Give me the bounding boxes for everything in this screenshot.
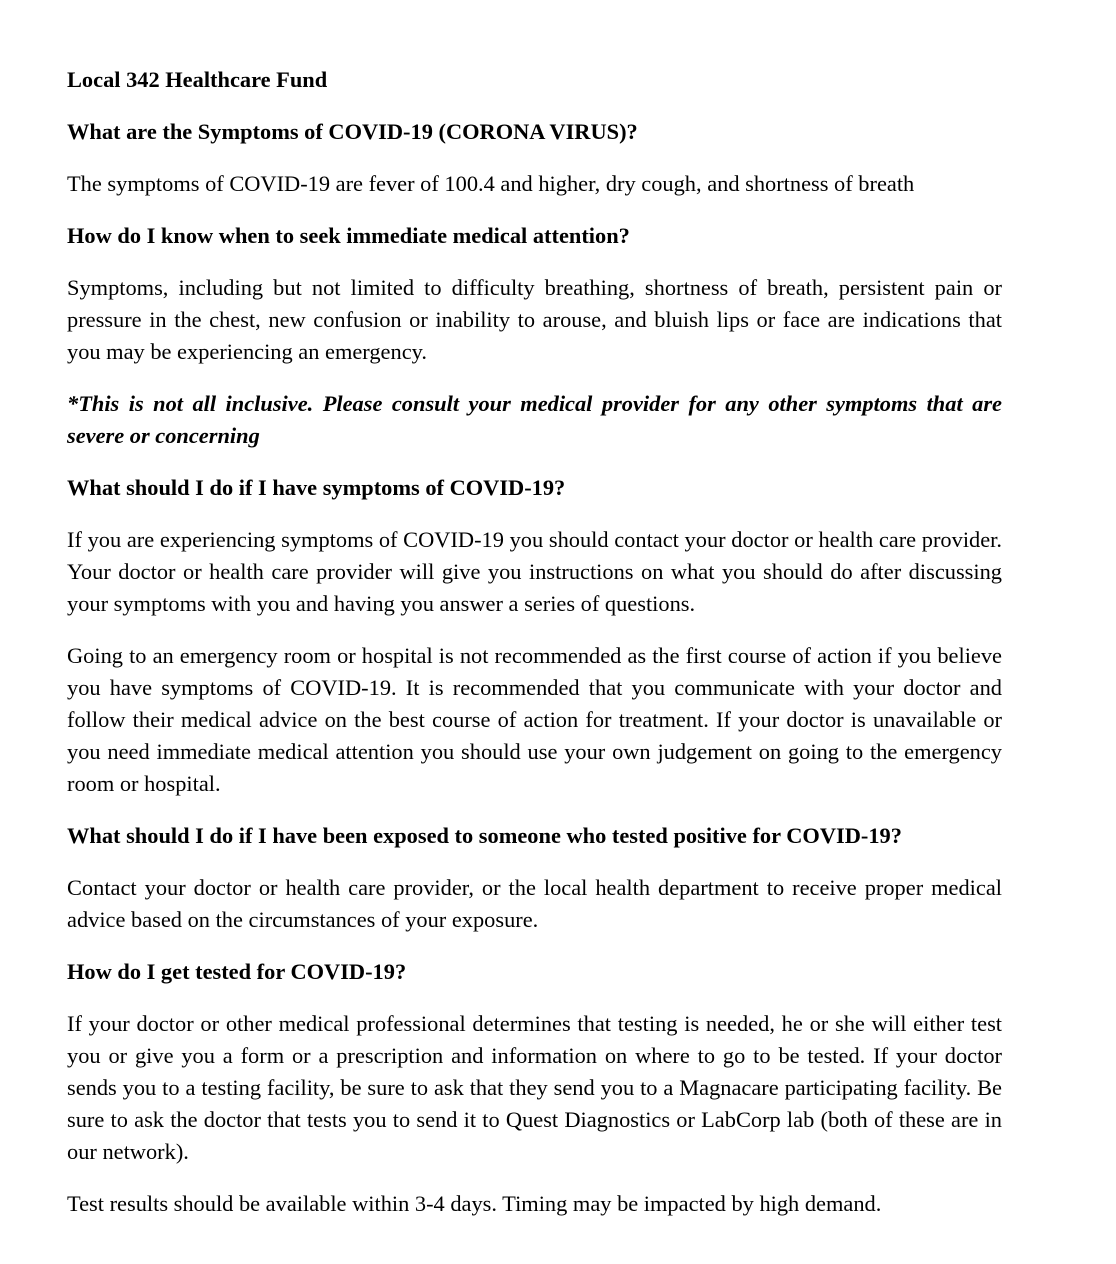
disclaimer-note: *This is not all inclusive. Please consult your medical provider for any other symptoms that are severe or concerning (67, 391, 1002, 448)
section-heading-symptoms: What are the Symptoms of COVID-19 (CORONA VIRUS)? (67, 119, 638, 144)
paragraph-contact-doctor: If you are experiencing symptoms of COVID-19 you should contact your doctor or health care provider. Your doctor or health care provider will give you instructions on what you should do after discussing your symptoms with you and having you answer a series of questions. (67, 527, 1002, 616)
paragraph-symptoms-list: The symptoms of COVID-19 are fever of 100.4 and higher, dry cough, and shortness of breath (67, 171, 915, 196)
paragraph-testing-process: If your doctor or other medical professional determines that testing is needed, he or she will either test you or give you a form or a prescription and information on where to go to be tested. If your doctor sends you to a testing facility, be sure to ask that they send you to a Magnacare participating facility. Be sure to ask the doctor that tests you to send it to Quest Diagnostics or LabCorp lab (both of these are in our network). (67, 1011, 1002, 1164)
section-heading-testing: How do I get tested for COVID-19? (67, 959, 407, 984)
org-title: Local 342 Healthcare Fund (67, 67, 328, 92)
section-heading-seek-attention: How do I know when to seek immediate medical attention? (67, 223, 630, 248)
paragraph-exposure-advice: Contact your doctor or health care provider, or the local health department to receive proper medical advice based on the circumstances of your exposure. (67, 875, 1002, 932)
paragraph-emergency-symptoms: Symptoms, including but not limited to difficulty breathing, shortness of breath, persistent pain or pressure in the chest, new confusion or inability to arouse, and bluish lips or face are indications that you may be experiencing an emergency. (67, 275, 1002, 364)
section-heading-exposed: What should I do if I have been exposed to someone who tested positive for COVID-19? (67, 823, 902, 848)
section-heading-what-to-do: What should I do if I have symptoms of COVID-19? (67, 475, 566, 500)
paragraph-emergency-room: Going to an emergency room or hospital is not recommended as the first course of action if you believe you have symptoms of COVID-19. It is recommended that you communicate with your doctor and follow their medical advice on the best course of action for treatment. If your doctor is unavailable or you need immediate medical attention you should use your own judgement on going to the emergency room or hospital. (67, 643, 1002, 796)
paragraph-test-results: Test results should be available within 3-4 days. Timing may be impacted by high demand. (67, 1191, 882, 1216)
